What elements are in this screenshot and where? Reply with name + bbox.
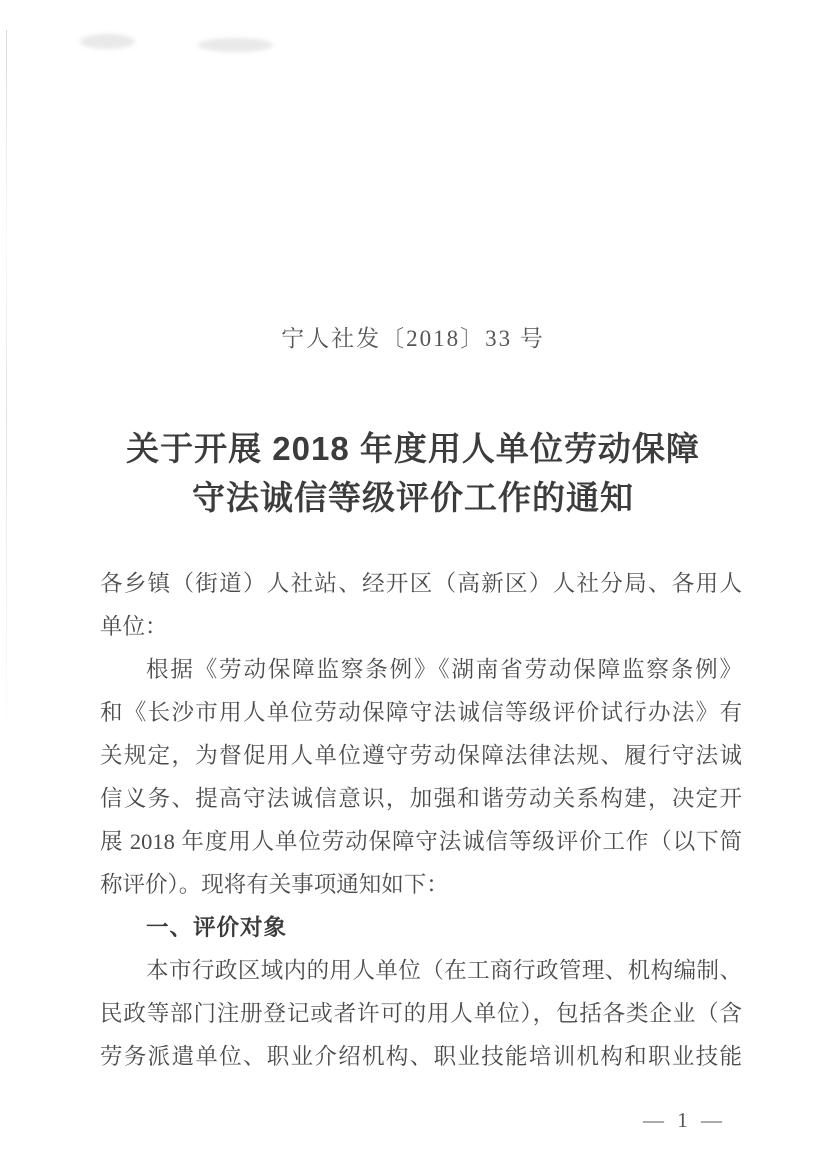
- body-line: 展 2018 年度用人单位劳动保障守法诚信等级评价工作（以下简: [100, 829, 742, 854]
- scan-smudge: [80, 34, 135, 49]
- document-title-line1: 关于开展 2018 年度用人单位劳动保障: [126, 430, 700, 467]
- body-line: 信义务、提高守法诚信意识，加强和谐劳动关系构建，决定开: [100, 786, 742, 811]
- page-number: — 1 —: [643, 1108, 726, 1132]
- body-line: 劳务派遣单位、职业介绍机构、职业技能培训机构和职业技能: [100, 1044, 742, 1069]
- document-title: [0, 424, 826, 522]
- body-line-addressee: 单位：: [100, 614, 168, 639]
- body-line: 民政等部门注册登记或者许可的用人单位），包括各类企业（含: [100, 1001, 742, 1026]
- scan-edge-artifact: [6, 30, 7, 730]
- body-line: 本市行政区域内的用人单位（在工商行政管理、机构编制、: [146, 958, 742, 983]
- document-body: [100, 562, 742, 1078]
- body-line: 和《长沙市用人单位劳动保障守法诚信等级评价试行办法》有: [100, 700, 742, 725]
- document-title-line2: 守法诚信等级评价工作的通知: [192, 479, 634, 516]
- scan-smudge: [198, 38, 273, 52]
- body-line: 关规定，为督促用人单位遵守劳动保障法律法规、履行守法诚: [100, 743, 742, 768]
- body-line: 根据《劳动保障监察条例》《湖南省劳动保障监察条例》: [146, 657, 742, 682]
- document-number: 宁人社发〔2018〕33 号: [281, 326, 545, 351]
- body-line: 称评价）。现将有关事项通知如下：: [100, 872, 449, 897]
- section-heading-evaluation-targets: 一、评价对象: [146, 915, 288, 940]
- body-line-addressee: 各乡镇（街道）人社站、经开区（高新区）人社分局、各用人: [100, 571, 742, 596]
